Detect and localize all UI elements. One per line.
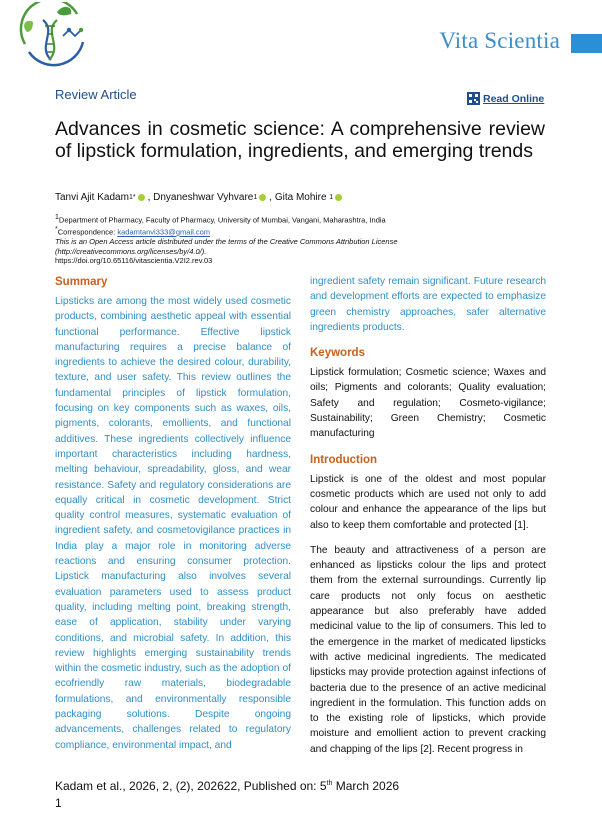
author-sup: 1* — [128, 194, 136, 201]
affiliation-text: Department of Pharmacy, Faculty of Pharmacy, University of Mumbai, Vangani, Maharashtra, India — [58, 215, 386, 225]
author-list — [55, 192, 345, 203]
author-name: Tanvi Ajit Kadam — [55, 192, 129, 203]
citation-footer — [55, 779, 399, 793]
qr-code-icon — [467, 92, 480, 105]
summary-heading: Summary — [55, 276, 108, 288]
license-text: This is an Open Access article distributed under the terms of the Creative Commons Attribution License — [55, 237, 398, 246]
doi-line[interactable]: https://doi.org/10.65116/vitascientia.V2I2.rev.03 — [55, 256, 213, 265]
article-type: Review Article — [55, 87, 137, 102]
author-name: Dnyaneshwar Vyhvare — [153, 192, 254, 203]
license-line — [55, 237, 525, 247]
keywords-text: Lipstick formulation; Cosmetic science; Waxes and oils; Pigments and colorants; Quality evaluation; Safety and regulation; Cosmeto-vigilance; Sustainability; Green Chemistry; Cosmetic manufacturing — [310, 367, 546, 440]
orcid-icon[interactable] — [259, 194, 266, 201]
summary-continuation: ingredient safety remain significant. Future research and development efforts are expected to emphasize green chemistry approaches, safer alternative ingredients products. — [310, 276, 546, 333]
correspondence-sup: * — [55, 226, 58, 233]
author-name: Gita Mohire — [274, 192, 327, 203]
right-column — [310, 274, 546, 757]
license-url[interactable]: (http://creativecommons.org/licenses/by/4.0/). — [55, 246, 207, 256]
author-separator: , — [147, 192, 151, 203]
correspondence-label: Correspondence: — [57, 227, 116, 237]
affiliation-block — [55, 213, 525, 266]
brand-accent-bar — [571, 34, 602, 53]
author-sup: 1 — [329, 194, 334, 201]
keywords-heading: Keywords — [310, 347, 365, 360]
summary-text: Lipsticks are among the most widely used cosmetic products, combining aesthetic appeal with essential functional performance. Effective lipstick manufacturing requires a precise balance of ingredients to achieve the desired colour, durability, texture, and user safety. This review outlines the fundamental principles of lipstick formulation, focusing on key components such as waxes, oils, pigments, colorants, emollients, and functional additives. These ingredients collectively influence important characteristics including hardness, melting behaviour, spreadability, gloss, and wear resistance. Safety and regulatory considerations are equally critical in cosmetic development. Strict quality control measures, systematic evaluation of ingredient safety, and cosmetovigilance practices in India play a major role in monitoring adverse reactions and ensuring consumer protection. Lipstick manufacturing also involves several evaluation parameters used to assess product quality, including melting point, breaking strength, ease of application, stability under varying conditions, and microbial safety. In addition, this review highlights emerging sustainability trends within the cosmetic industry, such as the adoption of ecofriendly raw materials, biodegradable formulations, and environmentally responsible packaging solutions. Despite ongoing advancements, challenges related to regulatory compliance, environmental impact, and — [55, 296, 291, 751]
left-column — [55, 276, 291, 753]
read-online-label[interactable]: Read Online — [483, 92, 545, 105]
journal-brand: Vita Scientia — [439, 28, 560, 53]
introduction-heading: Introduction — [310, 453, 378, 466]
author-separator: , — [269, 192, 273, 203]
page-number: 1 — [55, 796, 62, 810]
affiliation-sup: 1 — [55, 214, 59, 221]
license-url-line — [55, 247, 525, 257]
correspondence-line — [55, 225, 525, 237]
citation-text: Kadam et al., 2026, 2, (2), 202622, Published on: 5 — [55, 779, 327, 793]
citation-sup: th — [326, 780, 333, 787]
orcid-icon[interactable] — [138, 194, 145, 201]
email-link[interactable]: kadamtanvi333@gmail.com — [117, 227, 211, 237]
read-online-link[interactable] — [467, 92, 544, 105]
citation-date: March 2026 — [332, 779, 400, 793]
orcid-icon[interactable] — [335, 194, 342, 201]
dna-helix-leaf-logo — [17, 2, 93, 78]
author-sup: 1 — [253, 194, 258, 201]
introduction-paragraph-1: Lipstick is one of the oldest and most popular cosmetic products which are used not only to add colour and enhance the appearance of the lips but also to keep them comfortable and protected [1]. — [310, 473, 546, 531]
article-title: Advances in cosmetic science: A comprehensive review of lipstick formulation, ingredients, and emerging trends — [55, 118, 545, 162]
introduction-paragraph-2: The beauty and attractiveness of a person are enhanced as lipsticks colour the lips and protect them from the external surroundings. Currently lip care products not only focus on aesthetic appearance but also preferably have added medicinal value to the lip of consumers. This led to the emergence in the market of medicated lipsticks with active medicinal ingredients. The medicated lipsticks may provide protection against infections of bacteria due to the presence of an active medicinal ingredient in the formulation. This function adds on to the existing role of lipsticks, which provide moisture and emollient action to prevent cracking and chapping of the lips [2]. Recent progress in — [310, 544, 546, 755]
affiliation-line — [55, 213, 525, 225]
